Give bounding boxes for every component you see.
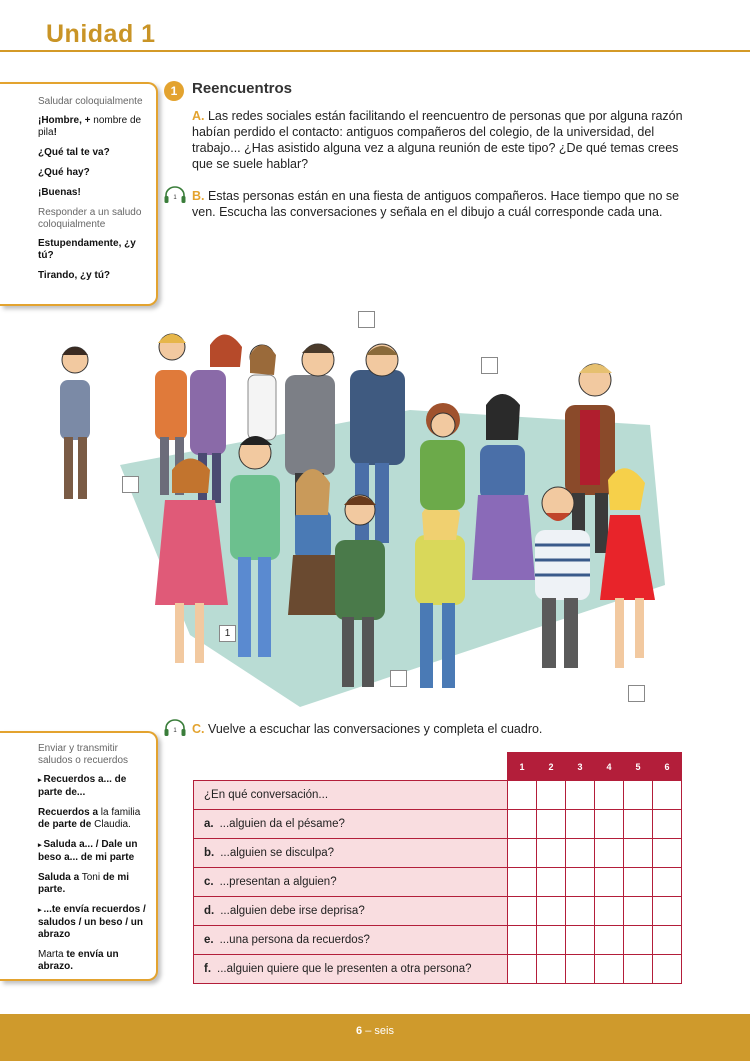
sidebar-expression: Estupendamente, ¿y tú?: [38, 238, 136, 261]
person-figure: [420, 403, 465, 510]
arrow-icon: ▸: [38, 842, 42, 849]
answer-cell[interactable]: [653, 897, 682, 926]
answer-cell[interactable]: [624, 839, 653, 868]
answer-checkbox[interactable]: [358, 311, 375, 328]
arrow-icon: ▸: [38, 907, 42, 914]
answer-cell[interactable]: [566, 810, 595, 839]
answer-cell[interactable]: [624, 810, 653, 839]
sidebar-expression: Tirando, ¿y tú?: [38, 270, 111, 281]
answer-cell[interactable]: [508, 810, 537, 839]
answer-cell[interactable]: [508, 839, 537, 868]
unit-title: Unidad 1: [46, 20, 156, 48]
answer-cell[interactable]: [537, 839, 566, 868]
answer-cell[interactable]: [624, 781, 653, 810]
audio-track-number: 1: [173, 195, 177, 201]
question-cell: b. ...alguien se disculpa?: [194, 839, 508, 868]
question-cell: d. ...alguien debe irse deprisa?: [194, 897, 508, 926]
section-number: 1: [164, 81, 184, 101]
answer-cell[interactable]: [624, 868, 653, 897]
question-cell: e. ...una persona da recuerdos?: [194, 926, 508, 955]
table-row: [194, 810, 682, 839]
answer-cell[interactable]: [653, 926, 682, 955]
answer-cell[interactable]: [624, 955, 653, 984]
answer-cell[interactable]: [566, 926, 595, 955]
section-title: Reencuentros: [192, 80, 293, 97]
answer-cell[interactable]: [653, 868, 682, 897]
sidebar-heading: Saludar coloquialmente: [38, 96, 143, 107]
answer-cell[interactable]: [653, 810, 682, 839]
sidebar-expression: ¡Hombre, + nombre de pila!: [38, 115, 142, 138]
question-cell: f. ...alguien quiere que le presenten a otra persona?: [194, 955, 508, 984]
headphones-icon[interactable]: [163, 186, 187, 204]
answer-cell[interactable]: [537, 781, 566, 810]
answer-cell[interactable]: [537, 868, 566, 897]
activity-c-text: C. Vuelve a escuchar las conversaciones y completa el cuadro.: [192, 722, 543, 736]
answer-cell[interactable]: [508, 926, 537, 955]
answer-cell[interactable]: [566, 868, 595, 897]
answer-cell[interactable]: [624, 926, 653, 955]
table-row: [194, 781, 682, 810]
answer-cell[interactable]: [508, 897, 537, 926]
party-illustration: [50, 315, 690, 710]
activity-a-text: A. Las redes sociales están facilitando el reencuentro de personas que por alguna razón habían perdido el contacto: antiguos compañeros del colegio, de la universidad, del trabajo... ¿Has asistido alguna vez a alguna reunión de este tipo? ¿De qué temas crees que se suele hablar?: [192, 109, 683, 171]
audio-track-number: 1: [173, 728, 177, 734]
answer-cell[interactable]: [508, 868, 537, 897]
question-cell: c. ...presentan a alguien?: [194, 868, 508, 897]
answer-cell[interactable]: [537, 897, 566, 926]
answer-cell[interactable]: [566, 781, 595, 810]
table-row: [194, 926, 682, 955]
sidebar-expression: ¿Qué tal te va?: [38, 147, 110, 158]
answer-cell[interactable]: [595, 955, 624, 984]
column-header: 1: [508, 753, 537, 781]
answer-cell[interactable]: [537, 955, 566, 984]
answer-checkbox[interactable]: [390, 670, 407, 687]
answer-cell[interactable]: [537, 926, 566, 955]
sidebar-expression: Saluda a Toni de mi parte.: [38, 872, 129, 895]
answer-cell[interactable]: [653, 839, 682, 868]
header-rule: [0, 50, 750, 52]
column-header: 5: [624, 753, 653, 781]
answer-cell[interactable]: [566, 955, 595, 984]
sidebar-expression: ▸ ...te envía recuerdos / saludos / un beso / un abrazo: [38, 904, 146, 940]
page-footer: [0, 1014, 750, 1061]
sidebar-expression: ▸ Saluda a... / Dale un beso a... de mi parte: [38, 839, 138, 863]
activity-b-text: B. Estas personas están en una fiesta de antiguos compañeros. Hace tiempo que no se ven. Escucha las conversaciones y señala en el dibujo a cuál corresponde cada una.: [192, 189, 680, 219]
table-row: [194, 955, 682, 984]
sidebar-regards: [0, 731, 158, 981]
person-figure: [248, 345, 276, 440]
column-header: 4: [595, 753, 624, 781]
sidebar-expression: Marta te envía un abrazo.: [38, 949, 119, 972]
table-header-row: [194, 753, 682, 781]
answer-checkbox[interactable]: [122, 476, 139, 493]
sidebar-heading: Enviar y transmitir saludos o recuerdos: [38, 743, 129, 766]
person-figure: [60, 347, 90, 499]
sidebar-expression: ¿Qué hay?: [38, 167, 90, 178]
answer-cell[interactable]: [508, 781, 537, 810]
answer-cell[interactable]: [595, 781, 624, 810]
column-header: 2: [537, 753, 566, 781]
answer-cell[interactable]: [508, 955, 537, 984]
answer-checkbox-example[interactable]: 1: [219, 625, 236, 642]
table-row: [194, 897, 682, 926]
answer-cell[interactable]: [624, 897, 653, 926]
answer-cell[interactable]: [595, 926, 624, 955]
answer-cell[interactable]: [595, 810, 624, 839]
answer-cell[interactable]: [595, 839, 624, 868]
answer-cell[interactable]: [566, 839, 595, 868]
table-row: [194, 868, 682, 897]
question-cell: a. ...alguien da el pésame?: [194, 810, 508, 839]
answer-cell[interactable]: [566, 897, 595, 926]
sidebar-expression: ▸ Recuerdos a... de parte de...: [38, 774, 127, 798]
column-header: 3: [566, 753, 595, 781]
answer-cell[interactable]: [537, 810, 566, 839]
sidebar-expression: Recuerdos a la familia de parte de Claudia.: [38, 807, 141, 830]
page-number: 6 – seis: [356, 1025, 394, 1037]
conversation-table: [193, 752, 682, 984]
answer-cell[interactable]: [595, 897, 624, 926]
answer-checkbox[interactable]: [481, 357, 498, 374]
headphones-icon[interactable]: [163, 719, 187, 737]
sidebar-expression: ¡Buenas!: [38, 187, 81, 198]
sidebar-heading: Responder a un saludo coloquialmente: [38, 207, 142, 230]
arrow-icon: ▸: [38, 777, 42, 784]
question-cell: ¿En qué conversación...: [194, 781, 508, 810]
column-header: 6: [653, 753, 682, 781]
answer-checkbox[interactable]: [628, 685, 645, 702]
answer-cell[interactable]: [653, 781, 682, 810]
answer-cell[interactable]: [595, 868, 624, 897]
answer-cell[interactable]: [653, 955, 682, 984]
sidebar-greetings: [0, 82, 158, 306]
table-row: [194, 839, 682, 868]
